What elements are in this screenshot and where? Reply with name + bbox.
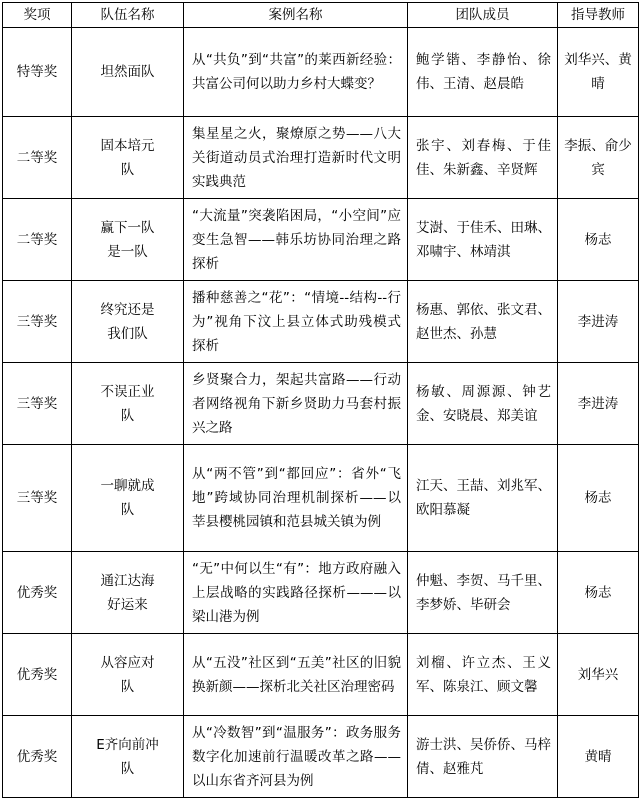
case-cell: 从“冷数智”到“温服务”：政务服务数字化加速前行温暖改革之路——以山东省齐河县为例: [184, 716, 408, 798]
members-cell: 刘榴、许立杰、王义军、陈泉江、顾文馨: [408, 634, 558, 716]
award-cell: 二等奖: [3, 117, 72, 199]
members-cell: 江天、王喆、刘兆军、欧阳慕凝: [408, 445, 558, 552]
award-cell: 三等奖: [3, 281, 72, 363]
header-award: 奖项: [3, 3, 72, 28]
members-cell: 张宇、刘春梅、于佳佳、朱新鑫、辛贤辉: [408, 117, 558, 199]
header-team: 队伍名称: [72, 3, 184, 28]
team-cell: 终究还是我们队: [72, 281, 184, 363]
header-row: [3, 3, 639, 28]
table-row: [3, 28, 639, 117]
team-cell: E齐向前冲队: [72, 716, 184, 798]
members-cell: 仲魁、李贺、马千里、李梦娇、毕研会: [408, 552, 558, 634]
table-row: [3, 117, 639, 199]
header-members: 团队成员: [408, 3, 558, 28]
advisor-cell: 李进涛: [558, 363, 639, 445]
advisor-cell: 黄晴: [558, 716, 639, 798]
case-cell: 从“两不管”到“都回应”：省外“飞地”跨域协同治理机制探析——以莘县樱桃园镇和范县城关镇为例: [184, 445, 408, 552]
award-cell: 二等奖: [3, 199, 72, 281]
case-cell: 从“五没”社区到“五美”社区的旧貌换新颜——探析北关社区治理密码: [184, 634, 408, 716]
header-advisor: 指导教师: [558, 3, 639, 28]
table-row: [3, 281, 639, 363]
award-cell: 三等奖: [3, 445, 72, 552]
table-body: [3, 28, 639, 798]
award-cell: 优秀奖: [3, 716, 72, 798]
case-cell: 从“共负”到“共富”的莱西新经验：共富公司何以助力乡村大蝶变？: [184, 28, 408, 117]
award-cell: 优秀奖: [3, 634, 72, 716]
table-row: [3, 363, 639, 445]
team-cell: 从容应对队: [72, 634, 184, 716]
team-cell: 赢下一队是一队: [72, 199, 184, 281]
header-case: 案例名称: [184, 3, 408, 28]
team-cell: 坦然面队: [72, 28, 184, 117]
advisor-cell: 刘华兴、黄晴: [558, 28, 639, 117]
members-cell: 杨惠、郭依、张文君、赵世杰、孙慧: [408, 281, 558, 363]
case-cell: 播种慈善之“花”：“情境--结构--行为”视角下汶上县立体式助残模式探析: [184, 281, 408, 363]
table-row: [3, 552, 639, 634]
award-cell: 三等奖: [3, 363, 72, 445]
case-cell: 乡贤聚合力，架起共富路——行动者网络视角下新乡贤助力马套村振兴之路: [184, 363, 408, 445]
members-cell: 鲍学锴、李静怡、徐伟、王清、赵晨皓: [408, 28, 558, 117]
members-cell: 杨敏、周源源、钟艺金、安晓晨、郑美谊: [408, 363, 558, 445]
table-row: [3, 199, 639, 281]
members-cell: 游士洪、吴侨侨、马梓倩、赵雅芃: [408, 716, 558, 798]
advisor-cell: 杨志: [558, 445, 639, 552]
advisor-cell: 刘华兴: [558, 634, 639, 716]
advisor-cell: 杨志: [558, 552, 639, 634]
advisor-cell: 李振、俞少宾: [558, 117, 639, 199]
advisor-cell: 李进涛: [558, 281, 639, 363]
advisor-cell: 杨志: [558, 199, 639, 281]
award-cell: 优秀奖: [3, 552, 72, 634]
team-cell: 不误正业队: [72, 363, 184, 445]
table-header: [3, 3, 639, 28]
team-cell: 一聊就成队: [72, 445, 184, 552]
table-row: [3, 634, 639, 716]
case-cell: 集星星之火，聚燎原之势——八大关街道动员式治理打造新时代文明实践典范: [184, 117, 408, 199]
team-cell: 通江达海好运来: [72, 552, 184, 634]
table-row: [3, 445, 639, 552]
team-cell: 固本培元队: [72, 117, 184, 199]
case-cell: “无”中何以生“有”：地方政府融入上层战略的实践路径探析———以梁山港为例: [184, 552, 408, 634]
case-cell: “大流量”突袭陷困局，“小空间”应变生急智——韩乐坊协同治理之路探析: [184, 199, 408, 281]
members-cell: 艾澍、于佳禾、田琳、邓啸宇、林靖淇: [408, 199, 558, 281]
awards-table: [2, 2, 639, 798]
table-row: [3, 716, 639, 798]
award-cell: 特等奖: [3, 28, 72, 117]
